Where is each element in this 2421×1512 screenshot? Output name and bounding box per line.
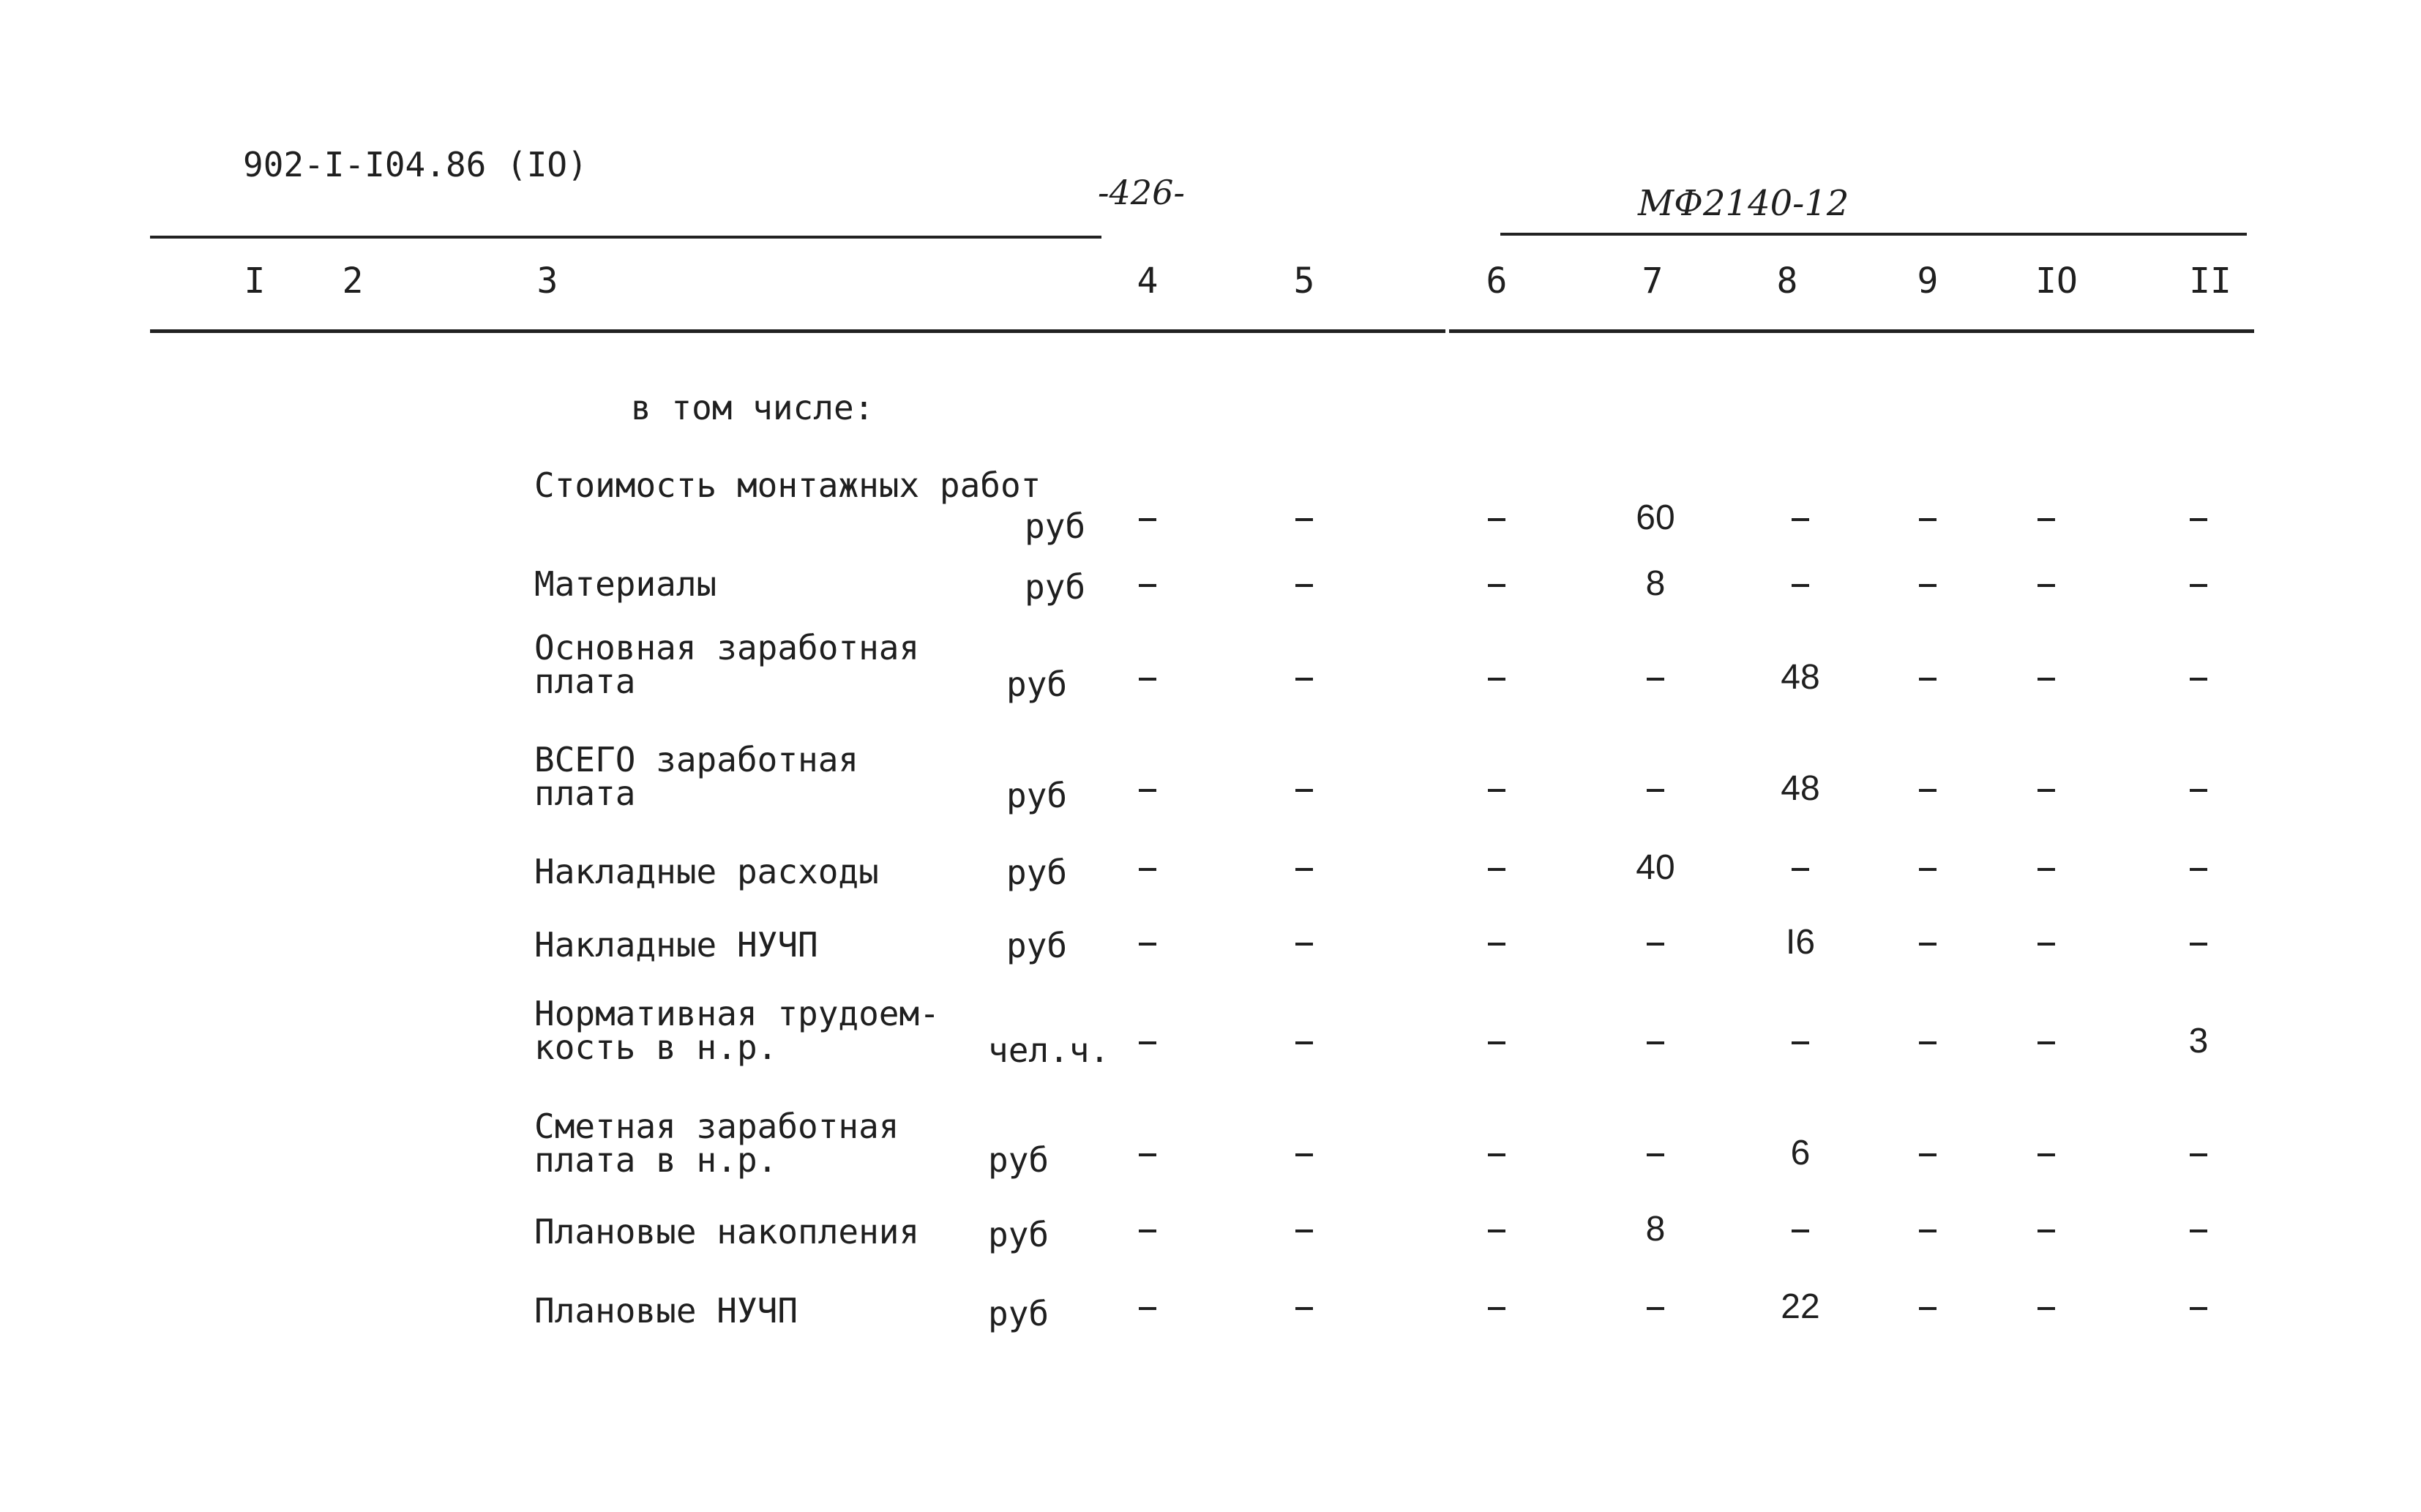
dash-cell <box>1756 564 1844 604</box>
row-label <box>534 925 818 965</box>
dash-mark <box>1488 678 1505 681</box>
dash-cell <box>2002 1209 2090 1249</box>
dash-cell <box>1612 768 1699 809</box>
dash-mark <box>1295 678 1313 681</box>
dash-cell <box>2155 1209 2242 1249</box>
dash-mark <box>2190 1230 2207 1232</box>
dash-cell <box>2155 498 2242 538</box>
column-header: IO <box>2035 261 2078 302</box>
dash-cell <box>1453 1287 1541 1327</box>
dash-cell <box>2002 1287 2090 1327</box>
dash-cell <box>1104 768 1191 809</box>
row-label-line: Материалы <box>534 564 717 604</box>
dash-mark <box>1139 1307 1156 1310</box>
dash-mark <box>2038 518 2055 521</box>
dash-mark <box>2190 1307 2207 1310</box>
dash-mark <box>1919 1041 1937 1044</box>
dash-mark <box>1647 789 1664 792</box>
dash-mark <box>1139 943 1156 946</box>
column-header: 8 <box>1776 261 1798 302</box>
row-unit: руб <box>988 1140 1049 1180</box>
dash-cell <box>1884 498 1972 538</box>
row-label <box>534 564 717 604</box>
dash-cell <box>2155 768 2242 809</box>
row-label <box>534 994 940 1067</box>
dash-mark <box>2038 868 2055 871</box>
dash-mark <box>1488 868 1505 871</box>
dash-cell <box>2155 1133 2242 1173</box>
dash-cell <box>1884 847 1972 888</box>
dash-mark <box>1139 868 1156 871</box>
dash-cell <box>1104 564 1191 604</box>
value-cell: 22 <box>1781 1287 1820 1326</box>
top-rule-right <box>1500 233 2247 236</box>
dash-cell <box>2002 847 2090 888</box>
row-label-line: ВСЕГО заработная <box>534 740 859 779</box>
dash-cell <box>1756 1021 1844 1061</box>
dash-mark <box>1139 789 1156 792</box>
dash-mark <box>1295 943 1313 946</box>
dash-mark <box>1919 943 1937 946</box>
dash-mark <box>1295 1041 1313 1044</box>
dash-mark <box>1488 518 1505 521</box>
row-label <box>534 740 859 813</box>
dash-mark <box>2190 868 2207 871</box>
dash-mark <box>1139 1041 1156 1044</box>
dash-mark <box>2190 789 2207 792</box>
dash-cell <box>1756 1209 1844 1249</box>
dash-mark <box>2190 518 2207 521</box>
dash-cell <box>1104 1287 1191 1327</box>
column-header: 5 <box>1293 261 1315 302</box>
column-header: II <box>2189 261 2231 302</box>
row-label-line: плата <box>534 662 636 701</box>
dash-mark <box>2038 1230 2055 1232</box>
dash-cell <box>1260 564 1348 604</box>
row-label <box>534 1212 920 1251</box>
row-label-line: Стоимость монтажных работ <box>534 465 1041 505</box>
dash-cell <box>1104 1021 1191 1061</box>
dash-mark <box>1488 1307 1505 1310</box>
dash-cell <box>1884 1133 1972 1173</box>
dash-mark <box>1919 789 1937 792</box>
dash-cell <box>1260 1133 1348 1173</box>
dash-mark <box>1792 868 1809 871</box>
dash-mark <box>1488 1041 1505 1044</box>
value-cell: 8 <box>1645 1210 1666 1249</box>
value-cell: 3 <box>2188 1022 2209 1060</box>
row-label-line: кость в н.р. <box>534 1028 778 1067</box>
dash-mark <box>1488 584 1505 587</box>
dash-mark <box>1295 584 1313 587</box>
dash-mark <box>1295 868 1313 871</box>
dash-mark <box>1919 518 1937 521</box>
row-unit: руб <box>1025 567 1086 607</box>
dash-cell <box>2155 847 2242 888</box>
dash-cell <box>2002 498 2090 538</box>
dash-cell <box>1884 657 1972 697</box>
dash-cell <box>1260 768 1348 809</box>
dash-mark <box>1139 678 1156 681</box>
dash-mark <box>1139 584 1156 587</box>
dash-cell <box>1104 847 1191 888</box>
dash-mark <box>2038 584 2055 587</box>
dash-cell <box>1453 1133 1541 1173</box>
value-cell: 48 <box>1781 658 1820 697</box>
dash-mark <box>1792 518 1809 521</box>
row-label <box>534 628 920 701</box>
row-label <box>534 465 1041 505</box>
row-label <box>534 1107 899 1180</box>
dash-mark <box>2038 943 2055 946</box>
dash-cell <box>1260 922 1348 962</box>
row-label-line: Основная заработная <box>534 628 920 667</box>
dash-cell <box>1884 922 1972 962</box>
dash-mark <box>1295 789 1313 792</box>
dash-cell <box>1104 657 1191 697</box>
dash-cell <box>1260 1021 1348 1061</box>
row-unit: руб <box>988 1294 1049 1333</box>
dash-mark <box>1647 1307 1664 1310</box>
dash-mark <box>1919 868 1937 871</box>
column-header: 9 <box>1917 261 1939 302</box>
dash-mark <box>1792 1041 1809 1044</box>
dash-mark <box>1295 1230 1313 1232</box>
column-header: 4 <box>1137 261 1159 302</box>
dash-mark <box>1647 1153 1664 1156</box>
dash-cell <box>1104 922 1191 962</box>
dash-cell <box>1453 1209 1541 1249</box>
dash-cell <box>2002 1133 2090 1173</box>
value-cell: I6 <box>1785 923 1816 962</box>
dash-cell <box>2002 1021 2090 1061</box>
dash-mark <box>1295 1307 1313 1310</box>
dash-cell <box>1612 1133 1699 1173</box>
dash-cell <box>1260 847 1348 888</box>
dash-mark <box>2190 584 2207 587</box>
dash-cell <box>1453 498 1541 538</box>
row-label-line: Накладные расходы <box>534 852 879 891</box>
dash-mark <box>1139 518 1156 521</box>
row-label-line: плата <box>534 774 636 813</box>
dash-cell <box>2002 768 2090 809</box>
page-number: -426- <box>1098 173 1185 212</box>
dash-mark <box>2190 678 2207 681</box>
value-cell: 48 <box>1781 769 1820 808</box>
dash-cell <box>1104 498 1191 538</box>
dash-mark <box>2038 789 2055 792</box>
dash-cell <box>1756 498 1844 538</box>
row-unit: чел.ч. <box>988 1030 1110 1070</box>
column-header: I <box>244 261 266 302</box>
dash-cell <box>1884 1209 1972 1249</box>
row-unit: руб <box>1006 665 1068 704</box>
dash-mark <box>1488 789 1505 792</box>
row-label-line: Нормативная трудоем- <box>534 994 940 1033</box>
dash-mark <box>2038 1153 2055 1156</box>
dash-cell <box>1884 1021 1972 1061</box>
dash-cell <box>2155 564 2242 604</box>
dash-mark <box>1139 1153 1156 1156</box>
dash-mark <box>2190 1153 2207 1156</box>
row-label-line: Накладные НУЧП <box>534 925 818 965</box>
dash-mark <box>1919 678 1937 681</box>
dash-mark <box>1488 943 1505 946</box>
dash-mark <box>1295 1153 1313 1156</box>
dash-cell <box>1453 922 1541 962</box>
header-bottom-rule-left <box>150 329 1445 333</box>
dash-mark <box>2190 943 2207 946</box>
dash-mark <box>2038 678 2055 681</box>
dash-mark <box>1792 584 1809 587</box>
dash-mark <box>1919 1230 1937 1232</box>
dash-cell <box>2155 657 2242 697</box>
column-header: 6 <box>1486 261 1508 302</box>
dash-mark <box>1488 1153 1505 1156</box>
row-label <box>534 1291 798 1331</box>
dash-cell <box>1612 1021 1699 1061</box>
row-unit: руб <box>1006 926 1068 965</box>
dash-cell <box>2002 922 2090 962</box>
row-label-line: Сметная заработная <box>534 1107 899 1146</box>
dash-cell <box>1260 1287 1348 1327</box>
dash-cell <box>2002 564 2090 604</box>
dash-cell <box>1884 564 1972 604</box>
dash-cell <box>1104 1209 1191 1249</box>
dash-mark <box>1919 584 1937 587</box>
row-label-line: Плановые накопления <box>534 1212 920 1251</box>
dash-cell <box>1260 657 1348 697</box>
dash-cell <box>1453 564 1541 604</box>
dash-cell <box>1260 1209 1348 1249</box>
dash-mark <box>1295 518 1313 521</box>
header-bottom-rule-right <box>1449 329 2254 333</box>
dash-cell <box>1453 847 1541 888</box>
dash-cell <box>1756 847 1844 888</box>
dash-cell <box>1260 498 1348 538</box>
row-label-line: Плановые НУЧП <box>534 1291 798 1331</box>
dash-cell <box>1104 1133 1191 1173</box>
dash-mark <box>1647 1041 1664 1044</box>
dash-cell <box>1612 1287 1699 1327</box>
row-unit: руб <box>1006 776 1068 815</box>
column-header: 2 <box>342 261 364 302</box>
dash-mark <box>1919 1153 1937 1156</box>
value-cell: 60 <box>1636 498 1675 537</box>
row-label-line: плата в н.р. <box>534 1140 778 1180</box>
dash-mark <box>1792 1230 1809 1232</box>
value-cell: 8 <box>1645 564 1666 603</box>
dash-cell <box>1453 1021 1541 1061</box>
dash-cell <box>1884 1287 1972 1327</box>
row-unit: руб <box>988 1215 1049 1254</box>
document-code: 902-I-I04.86 (IO) <box>243 145 588 184</box>
dash-mark <box>1139 1230 1156 1232</box>
subtitle: в том числе: <box>631 388 875 427</box>
value-cell: 6 <box>1790 1134 1811 1172</box>
dash-cell <box>2002 657 2090 697</box>
dash-cell <box>1612 657 1699 697</box>
handwritten-stamp: МФ2140-12 <box>1638 183 1849 224</box>
row-unit: руб <box>1006 853 1068 892</box>
top-rule-left <box>150 236 1101 239</box>
dash-mark <box>2038 1041 2055 1044</box>
value-cell: 40 <box>1636 848 1675 887</box>
row-unit: руб <box>1025 506 1086 546</box>
dash-mark <box>2038 1307 2055 1310</box>
dash-cell <box>2155 1287 2242 1327</box>
column-header: 7 <box>1642 261 1664 302</box>
dash-cell <box>1453 768 1541 809</box>
dash-mark <box>1647 678 1664 681</box>
dash-cell <box>1453 657 1541 697</box>
dash-mark <box>1647 943 1664 946</box>
row-label <box>534 852 879 891</box>
dash-cell <box>2155 922 2242 962</box>
dash-cell <box>1884 768 1972 809</box>
dash-mark <box>1919 1307 1937 1310</box>
dash-mark <box>1488 1230 1505 1232</box>
column-header: 3 <box>536 261 558 302</box>
dash-cell <box>1612 922 1699 962</box>
